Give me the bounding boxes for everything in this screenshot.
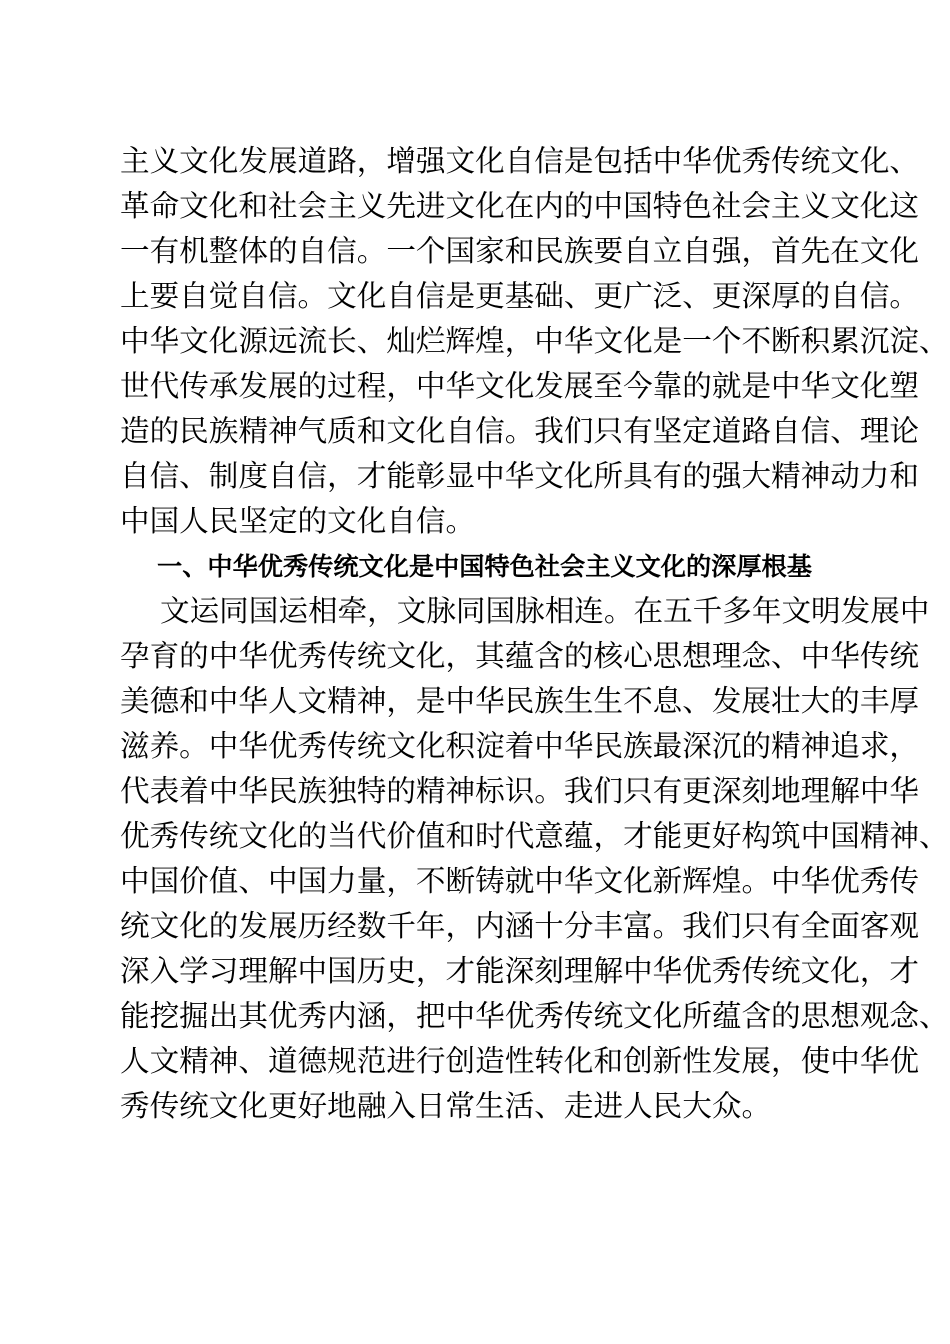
text-line: 能挖掘出其优秀内涵，把中华优秀传统文化所蕴含的思想观念、 xyxy=(120,1001,949,1033)
paragraph-continuation xyxy=(120,140,949,545)
text-line: 一有机整体的自信。一个国家和民族要自立自强，首先在文化 xyxy=(120,236,920,268)
text-line: 主义文化发展道路，增强文化自信是包括中华优秀传统文化、 xyxy=(120,146,920,178)
text-line: 孕育的中华优秀传统文化，其蕴含的核心思想理念、中华传统 xyxy=(120,641,920,673)
section-heading: 一、中华优秀传统文化是中国特色社会主义文化的深厚根基 xyxy=(157,553,812,581)
text-line: 滋养。中华优秀传统文化积淀着中华民族最深沉的精神追求， xyxy=(120,731,920,763)
text-line: 优秀传统文化的当代价值和时代意蕴，才能更好构筑中国精神、 xyxy=(120,821,949,853)
text-line: 秀传统文化更好地融入日常生活、走进人民大众。 xyxy=(120,1091,772,1123)
text-line: 世代传承发展的过程，中华文化发展至今靠的就是中华文化塑 xyxy=(120,371,920,403)
text-line: 中华文化源远流长、灿烂辉煌，中华文化是一个不断积累沉淀、 xyxy=(120,326,949,358)
text-line: 自信、制度自信，才能彰显中华文化所具有的强大精神动力和 xyxy=(120,461,920,493)
text-line: 美德和中华人文精神，是中华民族生生不息、发展壮大的丰厚 xyxy=(120,686,920,718)
text-line: 人文精神、道德规范进行创造性转化和创新性发展，使中华优 xyxy=(120,1046,920,1078)
text-line: 文运同国运相牵，文脉同国脉相连。在五千多年文明发展中 xyxy=(160,596,930,628)
text-line: 深入学习理解中国历史，才能深刻理解中华优秀传统文化，才 xyxy=(120,956,920,988)
text-line: 革命文化和社会主义先进文化在内的中国特色社会主义文化这 xyxy=(120,191,920,223)
text-line: 代表着中华民族独特的精神标识。我们只有更深刻地理解中华 xyxy=(120,776,920,808)
document-content xyxy=(120,140,949,1130)
text-line: 上要自觉自信。文化自信是更基础、更广泛、更深厚的自信。 xyxy=(120,281,920,313)
text-line: 中国价值、中国力量，不断铸就中华文化新辉煌。中华优秀传 xyxy=(120,866,920,898)
text-line: 统文化的发展历经数千年，内涵十分丰富。我们只有全面客观 xyxy=(120,911,920,943)
text-line: 造的民族精神气质和文化自信。我们只有坚定道路自信、理论 xyxy=(120,416,920,448)
text-line: 中国人民坚定的文化自信。 xyxy=(120,506,476,538)
paragraph-body xyxy=(120,590,949,1130)
